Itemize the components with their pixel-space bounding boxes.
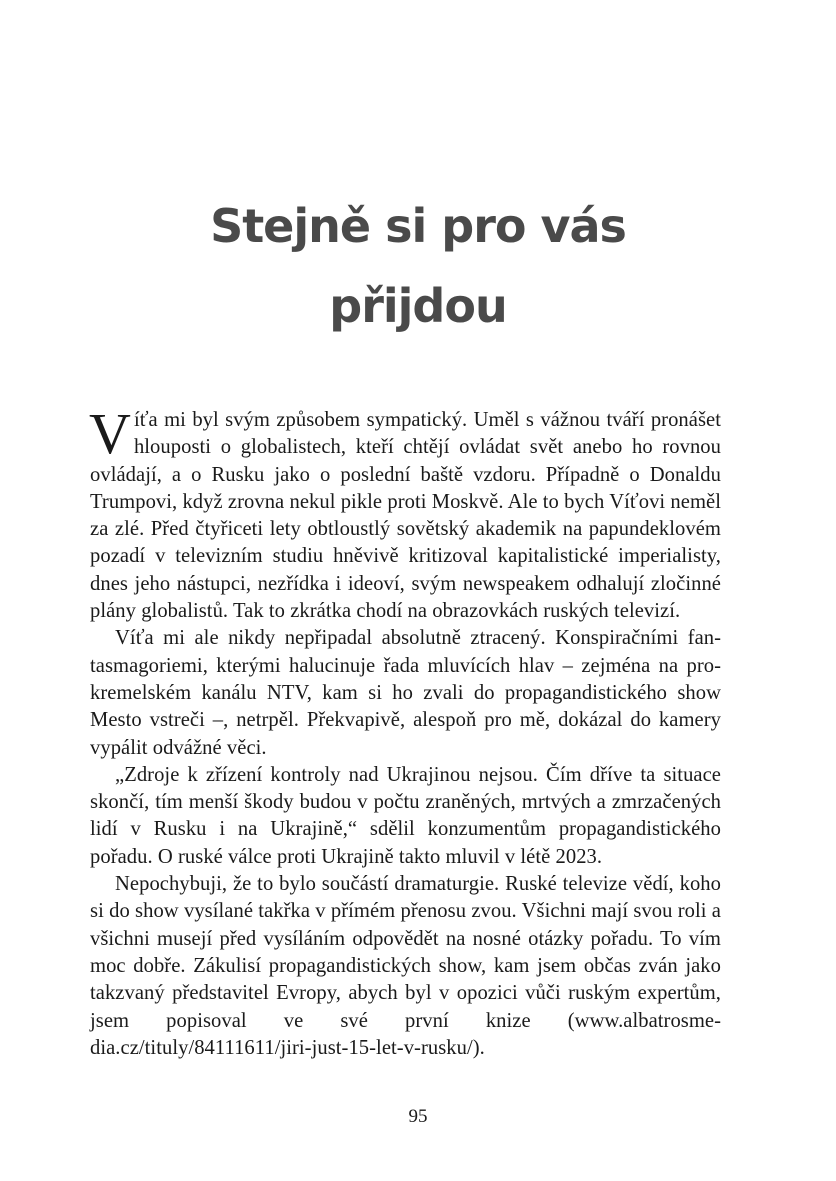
paragraph-1: [89, 401, 721, 625]
chapter-title-line-1: Stejně si pro vás: [210, 199, 626, 253]
page-number: 95: [408, 1106, 428, 1127]
paragraph-4: Nepochybuji, že to bylo součástí dramaturgie. Ruské televize vědí, koho si do show vysílané takřka v přímém přenosu zvou. Všichni mají svou roli a všichni musejí před vysíláním odpovědět na nosné otázky pořadu. To vím moc dobře. Zákulisí propagandistických show, kam jsem občas zván jako takzvaný představitel Evropy, abych byl v opozici vůči ruským expertům, jsem popisoval ve své první knize (www.albatrosmedia.cz/tituly/84111611/jiri-just-15-let-v-rusku/).: [90, 873, 721, 1059]
drop-cap: V: [89, 401, 131, 466]
chapter-title: [120, 186, 716, 346]
paragraph-3: „Zdroje k zřízení kontroly nad Ukrajinou nejsou. Čím dříve ta situace skončí, tím menší škody budou v počtu zraněných, mrtvých a zmrzačených lidí v Rusku i na Ukrajině,“ sdělil konzumentům propagandistického pořadu. O ruské válce proti Ukrajině takto mluvil v létě 2023.: [90, 763, 721, 868]
paragraph-1-text: íťa mi byl svým způsobem sympatický. Uměl s vážnou tváří pronášet hlouposti o globalistech, kteří chtějí ovládat svět anebo ho rovnou ovládají, a o Rusku jako o poslední baště vzdoru. Případně o Donaldu Trumpovi, když zrovna nekul pikle proti Moskvě. Ale to bych Víťovi neměl za zlé. Před čtyřiceti lety obtloustlý sovětský akademik na papundeklovém pozadí v televizním studiu hněvivě kritizoval kapitalistické imperialisty, dnes jeho nástupci, nezřídka i ideoví, svým newspeakem odhalují zločinné plány globalistů. Tak to zkrátka chodí na obrazovkách ruských televizí.: [90, 409, 721, 623]
chapter-body: [89, 401, 721, 1062]
chapter-title-line-2: přijdou: [329, 279, 507, 333]
paragraph-2: Víťa mi ale nikdy nepřipadal absolutně ztracený. Konspiračními fantasmagoriemi, kterými halucinuje řada mluvících hlav – zejména na prokremelském kanálu NTV, kam si ho zvali do propagandistického show Mesto vstreči –, netrpěl. Překvapivě, alespoň pro mě, dokázal do kamery vypálit odvážné věci.: [90, 627, 721, 759]
